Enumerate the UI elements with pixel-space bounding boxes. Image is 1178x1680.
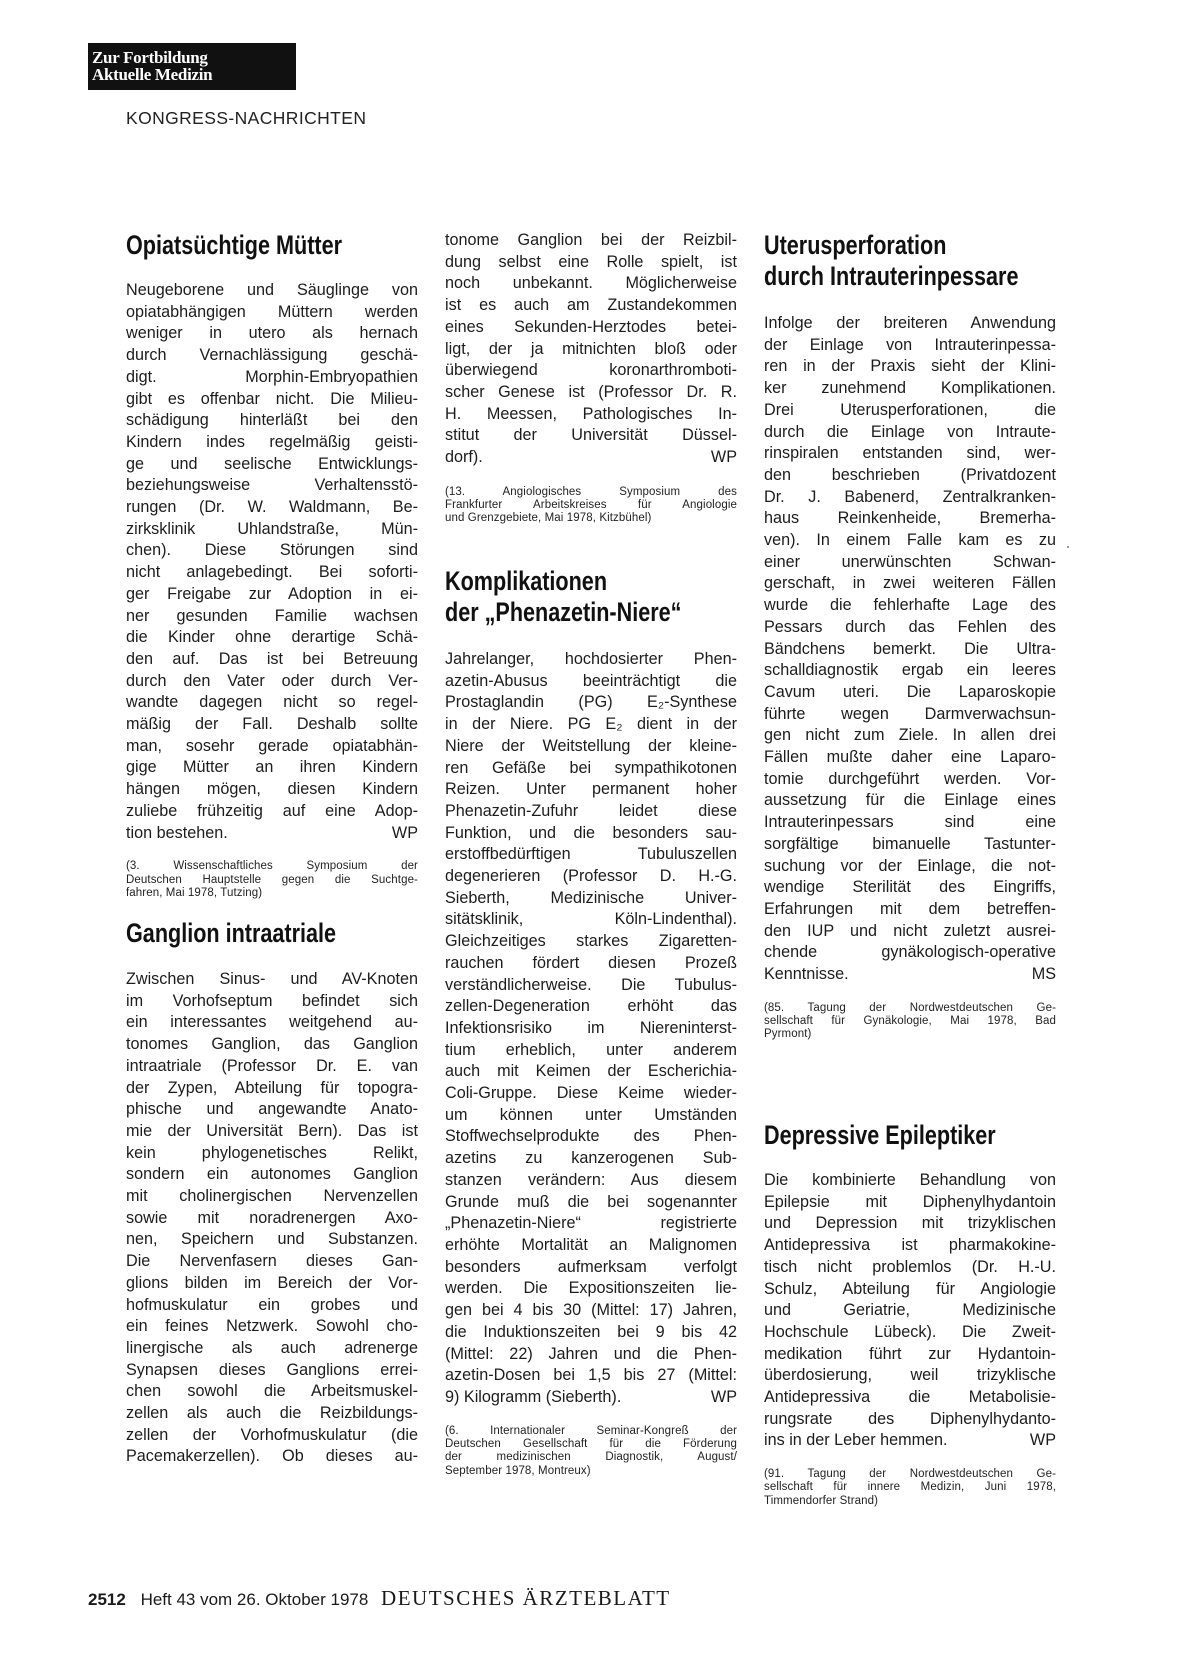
text-line: durch den Vater oder durch Ver-: [126, 671, 418, 690]
text-line: Zwischen Sinus- und AV-Knoten: [126, 970, 418, 988]
text-line: rauchen fördert diesen Prozeß: [445, 953, 737, 972]
text-line: stanzen verändern: Aus diesem: [445, 1170, 737, 1189]
text-line: intraatriale (Professor Dr. E. van: [126, 1056, 418, 1075]
text-line: gen bei 4 bis 30 (Mittel: 17) Jahren,: [445, 1301, 737, 1320]
text-line: in der Niere. PG E₂ dient in der: [445, 715, 737, 734]
text-line: (Mittel: 22) Jahren und die Phen-: [445, 1344, 737, 1363]
page-number: 2512: [88, 1590, 126, 1609]
text-line: durch die Einlage von Intraute-: [764, 422, 1056, 441]
text-line: im Vorhofseptum befindet sich: [126, 991, 418, 1010]
text-line: ge und seelische Entwicklungs-: [126, 454, 418, 473]
closing-line: [764, 1430, 1056, 1452]
text-line: Kindern indes regelmäßig geisti-: [126, 432, 418, 451]
text-line: den beschrieben (Privatdozent: [764, 465, 1056, 484]
text-line: wurde die fehlerhafte Lage des: [764, 596, 1056, 615]
article-body: [126, 280, 418, 844]
text-line: tisch nicht problemlos (Dr. H.-U.: [764, 1257, 1056, 1276]
closing-line: [445, 447, 737, 469]
text-line: und Depression mit trizyklischen: [764, 1214, 1056, 1233]
text-line: tonome Ganglion bei der Reizbil-: [445, 231, 737, 249]
text-line: rungsrate des Diphenylhydanto-: [764, 1409, 1056, 1428]
text-line: den IUP und nicht zuletzt ausrei-: [764, 921, 1056, 940]
text-line: sowie mit noradrenergen Axo-: [126, 1208, 418, 1227]
text-line: chen). Diese Störungen sind: [126, 541, 418, 560]
source-line: (6. Internationaler Seminar-Kongreß der: [445, 1424, 737, 1437]
text-line: glions bilden im Bereich der Vor-: [126, 1273, 418, 1292]
closing-line: [445, 1387, 737, 1409]
rubric-box: [88, 43, 296, 90]
author-signature: WP: [391, 823, 418, 842]
text-line: mäßig der Fall. Deshalb sollte: [126, 715, 418, 734]
text-line: Hochschule Lübeck). Die Zweit-: [764, 1322, 1056, 1341]
text-line: ren Gefäße bei sympathikotonen: [445, 758, 737, 777]
text-line: dung selbst eine Rolle spielt, ist: [445, 252, 737, 271]
text-line: überwiegend koronarthromboti-: [445, 361, 737, 380]
text-line: auch mit Keimen der Escherichia-: [445, 1062, 737, 1081]
text-line: Die kombinierte Behandlung von: [764, 1171, 1056, 1189]
text-line: ins in der Leber hemmen.: [764, 1431, 948, 1450]
text-line: Pessars durch das Fehlen des: [764, 617, 1056, 636]
article-body: [126, 969, 418, 1468]
text-line: Reizen. Unter permanent hoher: [445, 780, 737, 799]
source-line: sellschaft für innere Medizin, Juni 1978,: [764, 1481, 1056, 1494]
text-line: der Einlage von Intrauterinpessa-: [764, 335, 1056, 354]
source-line: der medizinischen Diagnostik, August/: [445, 1451, 737, 1464]
text-line: stitut der Universität Düssel-: [445, 426, 737, 445]
text-line: Schulz, Abteilung für Angiologie: [764, 1279, 1056, 1298]
text-line: Niere der Weitstellung der kleine-: [445, 736, 737, 755]
journal-name: DEUTSCHES ÄRZTEBLATT: [381, 1586, 671, 1610]
text-line: Die Nervenfasern dieses Gan-: [126, 1252, 418, 1271]
text-line: azetin-Dosen bei 1,5 bis 27 (Mittel:: [445, 1366, 737, 1385]
text-line: tium erheblich, unter anderem: [445, 1040, 737, 1059]
rubric-line-2: Aktuelle Medizin: [92, 65, 213, 84]
text-line: digt. Morphin-Embryopathien: [126, 367, 418, 386]
text-line: opiatabhängigen Müttern werden: [126, 302, 418, 321]
text-line: weniger in utero als hernach: [126, 324, 418, 343]
text-line: zellen-Degeneration erhöht das: [445, 997, 737, 1016]
text-line: Neugeborene und Säuglinge von: [126, 281, 418, 299]
article-source: [126, 860, 418, 900]
source-line: Timmendorfer Strand): [764, 1494, 879, 1507]
text-line: Synapsen dieses Ganglions errei-: [126, 1360, 418, 1379]
text-line: erhöhte Mortalität an Malignomen: [445, 1235, 737, 1254]
text-line: hofmuskulatur ein grobes und: [126, 1295, 418, 1314]
text-line: noch unbekannt. Möglicherweise: [445, 274, 737, 293]
article-body: [445, 649, 737, 1409]
print-speck: [1067, 546, 1069, 548]
text-line: Erfahrungen mit dem betreffen-: [764, 899, 1056, 918]
closing-line: [764, 964, 1056, 986]
text-line: Gleichzeitiges starkes Zigaretten-: [445, 932, 737, 951]
text-line: H. Meessen, Pathologisches In-: [445, 404, 737, 423]
text-line: ist es auch am Zustandekommen: [445, 296, 737, 315]
text-line: wendige Sterilität des Eingriffs,: [764, 878, 1056, 897]
text-line: linergische als auch adrenerge: [126, 1338, 418, 1357]
text-line: beziehungsweise Verhaltensstö-: [126, 476, 418, 495]
text-line: Phenazetin-Zufuhr leidet diese: [445, 801, 737, 820]
text-line: zellen der Vorhofmuskulatur (die: [126, 1425, 418, 1444]
article-title-line-2: der „Phenazetin-Niere“: [445, 597, 682, 627]
text-line: Kenntnisse.: [764, 965, 849, 984]
text-line: ligt, der ja mitnichten bloß oder: [445, 339, 737, 358]
text-line: aussetzung für die Einlage eines: [764, 791, 1056, 810]
text-line: Jahrelanger, hochdosierter Phen-: [445, 650, 737, 668]
text-line: überdosierung, weil trizyklische: [764, 1366, 1056, 1385]
text-line: Antidepressiva die Metabolisie-: [764, 1388, 1056, 1407]
text-line: chen sowohl die Arbeitsmuskel-: [126, 1382, 418, 1401]
author-signature: WP: [710, 448, 737, 467]
text-line: erstoffbedürftigen Tubuluszellen: [445, 845, 737, 864]
text-line: ger Freigabe zur Adoption in ei-: [126, 584, 418, 603]
closing-line: [126, 823, 418, 845]
text-line: chende gynäkologisch-operative: [764, 943, 1056, 962]
text-line: haus Reinkenheide, Bremerha-: [764, 509, 1056, 528]
text-line: Coli-Gruppe. Diese Keime wieder-: [445, 1084, 737, 1103]
text-line: Drei Uterusperforationen, die: [764, 400, 1056, 419]
source-line: (91. Tagung der Nordwestdeutschen Ge-: [764, 1468, 1056, 1481]
text-line: azetins zu kanzerogenen Sub-: [445, 1149, 737, 1168]
text-line: tonomes Ganglion, das Ganglion: [126, 1035, 418, 1054]
article-title-line-2: durch Intrauterinpessare: [764, 261, 1019, 291]
text-line: ven). In einem Falle kam es zu: [764, 531, 1056, 550]
text-line: verständlicherweise. Die Tubulus-: [445, 975, 737, 994]
article-uterus: [764, 230, 1056, 1042]
text-line: ren in der Praxis sieht der Klini-: [764, 357, 1056, 376]
author-signature: WP: [710, 1387, 737, 1406]
text-line: mie der Universität Bern). Das ist: [126, 1121, 418, 1140]
article-source: [764, 1002, 1056, 1042]
text-line: dorf).: [445, 448, 483, 467]
article-epileptiker: [764, 1120, 1056, 1508]
text-line: Stoffwechselprodukte des Phen-: [445, 1127, 737, 1146]
page-footer: [88, 1586, 671, 1611]
source-line: sellschaft für Gynäkologie, Mai 1978, Bad: [764, 1015, 1056, 1028]
text-line: der Zypen, Abteilung für topogra-: [126, 1078, 418, 1097]
text-line: ker zunehmend Komplikationen.: [764, 379, 1056, 398]
source-line: fahren, Mai 1978, Tutzing): [126, 886, 263, 899]
text-line: sorgfältige bimanuelle Tastunter-: [764, 834, 1056, 853]
article-title: Opiatsüchtige Mütter: [126, 230, 343, 260]
article-ganglion-continued: [445, 230, 737, 526]
article-title-line-1: Uterusperforation: [764, 230, 947, 260]
author-signature: WP: [1029, 1431, 1056, 1450]
rubric-line-1: Zur Fortbildung: [92, 48, 208, 67]
text-line: gen nicht zum Ziele. In allen drei: [764, 726, 1056, 745]
article-source: [764, 1468, 1056, 1508]
text-line: „Phenazetin-Niere“ registrierte: [445, 1214, 737, 1233]
text-line: Cavum uteri. Die Laparoskopie: [764, 682, 1056, 701]
text-line: gige Mütter an ihren Kindern: [126, 758, 418, 777]
text-line: Sieberth, Medizinische Univer-: [445, 888, 737, 907]
text-line: man, sosehr gerade opiatabhän-: [126, 736, 418, 755]
article-source: [445, 1425, 737, 1478]
text-line: gibt es offenbar nicht. Die Milieu-: [126, 389, 418, 408]
text-line: ein feines Netzwerk. Sowohl cho-: [126, 1317, 418, 1336]
author-signature: MS: [1031, 965, 1056, 984]
text-line: zellen als auch die Reizbildungs-: [126, 1404, 418, 1423]
source-line: (85. Tagung der Nordwestdeutschen Ge-: [764, 1001, 1056, 1014]
text-line: und Geriatrie, Medizinische: [764, 1301, 1056, 1320]
source-line: Deutschen Gesellschaft für die Förderung: [445, 1437, 737, 1450]
text-line: rinspiralen entstanden sind, wer-: [764, 444, 1056, 463]
text-line: Antidepressiva ist pharmakokine-: [764, 1236, 1056, 1255]
text-line: sondern ein autonomes Ganglion: [126, 1165, 418, 1184]
text-line: Pacemakerzellen). Ob dieses au-: [126, 1447, 418, 1466]
text-line: mit cholinergischen Nervenzellen: [126, 1187, 418, 1206]
source-line: Frankfurter Arbeitskreises für Angiologie: [445, 499, 737, 512]
text-line: medikation führt zur Hydantoin-: [764, 1344, 1056, 1363]
text-line: zuliebe frühzeitig auf eine Adop-: [126, 801, 418, 820]
text-line: nen, Speichern und Substanzen.: [126, 1230, 418, 1249]
text-line: scher Genese ist (Professor Dr. R.: [445, 382, 737, 401]
article-source: [445, 486, 737, 526]
text-line: kein phylogenetisches Relikt,: [126, 1143, 418, 1162]
text-line: gerschaft, in zwei weiteren Fällen: [764, 574, 1056, 593]
text-line: Infolge der breiteren Anwendung: [764, 314, 1056, 332]
text-line: eines Sekunden-Herztodes betei-: [445, 317, 737, 336]
text-line: phische und angewandte Anato-: [126, 1100, 418, 1119]
text-line: um können unter Umständen: [445, 1105, 737, 1124]
text-line: Prostaglandin (PG) E₂-Synthese: [445, 693, 737, 712]
source-line: und Grenzgebiete, Mai 1978, Kitzbühel): [445, 512, 652, 525]
text-line: durch Vernachlässigung geschä-: [126, 346, 418, 365]
text-line: tion bestehen.: [126, 823, 228, 842]
text-line: Epilepsie mit Diphenylhydantoin: [764, 1192, 1056, 1211]
source-line: Pyrmont): [764, 1028, 812, 1041]
text-line: wandte dagegen nicht so regel-: [126, 693, 418, 712]
text-line: Fällen mußte daher eine Laparo-: [764, 748, 1056, 767]
article-body: [764, 1170, 1056, 1452]
text-line: führte wegen Darmverwachsun-: [764, 704, 1056, 723]
text-line: ner gesunden Familie wachsen: [126, 606, 418, 625]
text-line: tomie durchgeführt werden. Vor-: [764, 769, 1056, 788]
text-line: rungen (Dr. W. Waldmann, Be-: [126, 498, 418, 517]
article-body: [764, 313, 1056, 986]
source-line: (3. Wissenschaftliches Symposium der: [126, 860, 418, 873]
issue-info: Heft 43 vom 26. Oktober 1978: [140, 1590, 369, 1609]
text-line: Bändchens bemerkt. Die Ultra-: [764, 639, 1056, 658]
text-line: sitätsklinik, Köln-Lindenthal).: [445, 910, 737, 929]
text-line: den auf. Das ist bei Betreuung: [126, 649, 418, 668]
text-line: werden. Die Expositionszeiten lie-: [445, 1279, 737, 1298]
text-line: Grunde muß die bei sogenannter: [445, 1192, 737, 1211]
text-line: suchung vor der Einlage, die not-: [764, 856, 1056, 875]
text-line: schädigung hinterläßt bei den: [126, 411, 418, 430]
article-title: Depressive Epileptiker: [764, 1120, 996, 1150]
source-line: Deutschen Hauptstelle gegen die Suchtge-: [126, 873, 418, 886]
text-line: zirksklinik Uhlandstraße, Mün-: [126, 519, 418, 538]
text-line: Infektionsrisiko im Niereninterst-: [445, 1018, 737, 1037]
article-phenazetin: [445, 566, 737, 1478]
article-title: Ganglion intraatriale: [126, 918, 337, 948]
text-line: 9) Kilogramm (Sieberth).: [445, 1387, 622, 1406]
text-line: azetin-Abusus beeinträchtigt die: [445, 671, 737, 690]
text-line: besonders aufmerksam verfolgt: [445, 1257, 737, 1276]
source-line: September 1978, Montreux): [445, 1464, 591, 1477]
article-opiat: [126, 230, 418, 900]
text-line: Funktion, und die besonders sau-: [445, 823, 737, 842]
text-line: Dr. J. Babenerd, Zentralkranken-: [764, 487, 1056, 506]
text-line: degenerieren (Professor D. H.-G.: [445, 867, 737, 886]
text-line: hängen mögen, diesen Kindern: [126, 780, 418, 799]
article-ganglion: [126, 918, 418, 1468]
text-line: die Kinder ohne derartige Schä-: [126, 628, 418, 647]
article-body: [445, 230, 737, 469]
text-line: nicht anlagebedingt. Bei soforti-: [126, 563, 418, 582]
source-line: (13. Angiologisches Symposium des: [445, 485, 737, 498]
text-line: schalldiagnostik ergab ein leeres: [764, 661, 1056, 680]
text-line: Intrauterinpessars sind eine: [764, 813, 1056, 832]
article-title-line-1: Komplikationen: [445, 566, 608, 596]
text-line: die Induktionszeiten bei 9 bis 42: [445, 1322, 737, 1341]
section-label: KONGRESS-NACHRICHTEN: [126, 108, 367, 128]
text-line: einer unerwünschten Schwan-: [764, 552, 1056, 571]
text-line: ein interessantes weitgehend au-: [126, 1013, 418, 1032]
